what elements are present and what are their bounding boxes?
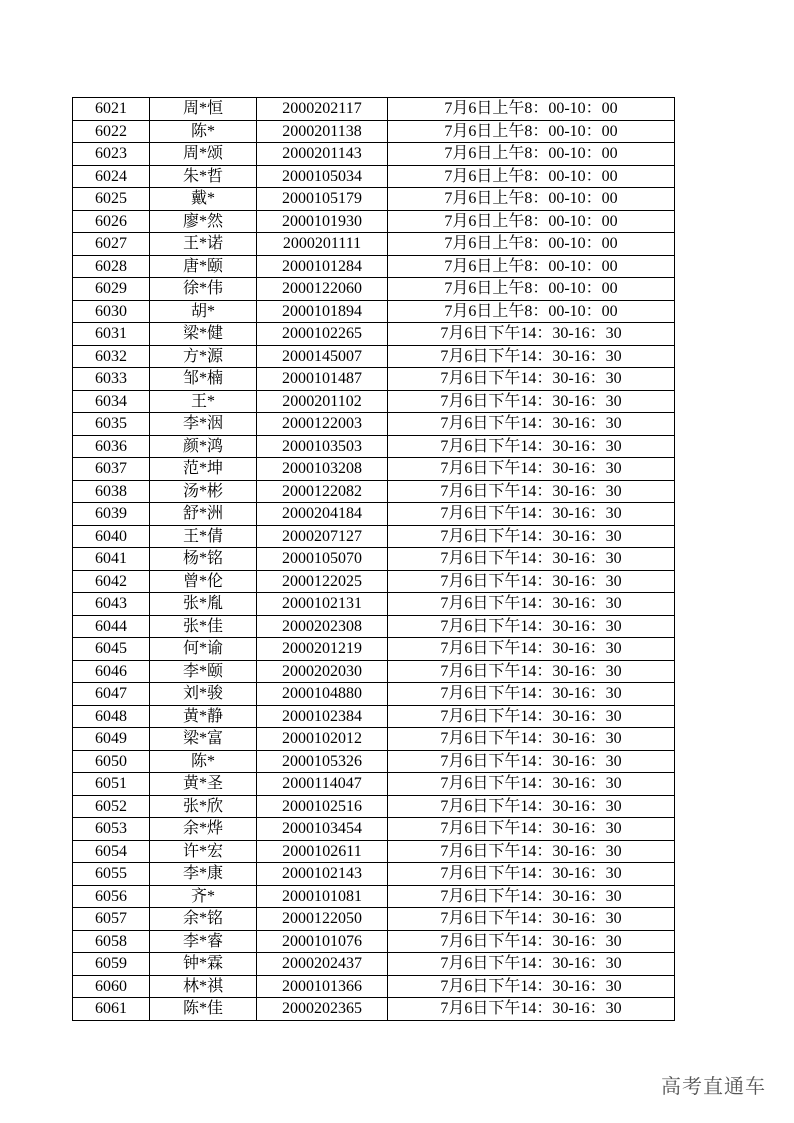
name-cell: 余*铭 xyxy=(150,908,257,931)
student-number-cell: 2000102611 xyxy=(257,840,388,863)
row-id-cell: 6032 xyxy=(73,345,150,368)
table-row xyxy=(73,233,675,256)
exam-time-cell: 7月6日下午14：30-16：30 xyxy=(388,840,675,863)
name-cell: 廖*然 xyxy=(150,210,257,233)
name-cell: 李*颐 xyxy=(150,660,257,683)
row-id-cell: 6048 xyxy=(73,705,150,728)
table-row xyxy=(73,165,675,188)
exam-time-cell: 7月6日下午14：30-16：30 xyxy=(388,525,675,548)
row-id-cell: 6059 xyxy=(73,953,150,976)
name-cell: 王*诺 xyxy=(150,233,257,256)
row-id-cell: 6021 xyxy=(73,98,150,121)
table-row xyxy=(73,660,675,683)
row-id-cell: 6058 xyxy=(73,930,150,953)
row-id-cell: 6042 xyxy=(73,570,150,593)
name-cell: 舒*洲 xyxy=(150,503,257,526)
row-id-cell: 6023 xyxy=(73,143,150,166)
row-id-cell: 6051 xyxy=(73,773,150,796)
student-number-cell: 2000122082 xyxy=(257,480,388,503)
name-cell: 李*洇 xyxy=(150,413,257,436)
table-row xyxy=(73,930,675,953)
exam-time-cell: 7月6日下午14：30-16：30 xyxy=(388,818,675,841)
student-number-cell: 2000103208 xyxy=(257,458,388,481)
student-number-cell: 2000101081 xyxy=(257,885,388,908)
name-cell: 黄*圣 xyxy=(150,773,257,796)
row-id-cell: 6045 xyxy=(73,638,150,661)
student-number-cell: 2000201143 xyxy=(257,143,388,166)
name-cell: 何*谕 xyxy=(150,638,257,661)
name-cell: 陈* xyxy=(150,750,257,773)
row-id-cell: 6052 xyxy=(73,795,150,818)
table-row xyxy=(73,480,675,503)
exam-time-cell: 7月6日下午14：30-16：30 xyxy=(388,548,675,571)
exam-time-cell: 7月6日下午14：30-16：30 xyxy=(388,503,675,526)
exam-time-cell: 7月6日下午14：30-16：30 xyxy=(388,728,675,751)
student-number-cell: 2000101487 xyxy=(257,368,388,391)
table-row xyxy=(73,413,675,436)
student-number-cell: 2000102131 xyxy=(257,593,388,616)
exam-time-cell: 7月6日下午14：30-16：30 xyxy=(388,773,675,796)
table-row xyxy=(73,323,675,346)
row-id-cell: 6040 xyxy=(73,525,150,548)
student-number-cell: 2000122003 xyxy=(257,413,388,436)
name-cell: 刘*骏 xyxy=(150,683,257,706)
name-cell: 周*恒 xyxy=(150,98,257,121)
exam-time-cell: 7月6日下午14：30-16：30 xyxy=(388,908,675,931)
student-number-cell: 2000103503 xyxy=(257,435,388,458)
row-id-cell: 6024 xyxy=(73,165,150,188)
name-cell: 周*颂 xyxy=(150,143,257,166)
name-cell: 张*胤 xyxy=(150,593,257,616)
name-cell: 戴* xyxy=(150,188,257,211)
table-row xyxy=(73,638,675,661)
exam-time-cell: 7月6日下午14：30-16：30 xyxy=(388,683,675,706)
row-id-cell: 6033 xyxy=(73,368,150,391)
row-id-cell: 6057 xyxy=(73,908,150,931)
exam-time-cell: 7月6日上午8：00-10：00 xyxy=(388,188,675,211)
table-row xyxy=(73,885,675,908)
student-number-cell: 2000201102 xyxy=(257,390,388,413)
name-cell: 王* xyxy=(150,390,257,413)
exam-time-cell: 7月6日下午14：30-16：30 xyxy=(388,480,675,503)
student-number-cell: 2000122060 xyxy=(257,278,388,301)
name-cell: 范*坤 xyxy=(150,458,257,481)
name-cell: 余*烨 xyxy=(150,818,257,841)
name-cell: 梁*富 xyxy=(150,728,257,751)
student-number-cell: 2000145007 xyxy=(257,345,388,368)
student-number-cell: 2000201111 xyxy=(257,233,388,256)
student-number-cell: 2000202030 xyxy=(257,660,388,683)
table-row xyxy=(73,503,675,526)
exam-time-cell: 7月6日下午14：30-16：30 xyxy=(388,930,675,953)
name-cell: 林*祺 xyxy=(150,975,257,998)
table-row xyxy=(73,593,675,616)
exam-time-cell: 7月6日下午14：30-16：30 xyxy=(388,570,675,593)
student-number-cell: 2000105179 xyxy=(257,188,388,211)
exam-time-cell: 7月6日下午14：30-16：30 xyxy=(388,345,675,368)
exam-time-cell: 7月6日下午14：30-16：30 xyxy=(388,593,675,616)
student-number-cell: 2000202117 xyxy=(257,98,388,121)
table-row xyxy=(73,525,675,548)
row-id-cell: 6061 xyxy=(73,998,150,1021)
table-row xyxy=(73,188,675,211)
table-row xyxy=(73,705,675,728)
row-id-cell: 6054 xyxy=(73,840,150,863)
row-id-cell: 6044 xyxy=(73,615,150,638)
row-id-cell: 6027 xyxy=(73,233,150,256)
table-row xyxy=(73,615,675,638)
exam-time-cell: 7月6日下午14：30-16：30 xyxy=(388,638,675,661)
exam-time-cell: 7月6日下午14：30-16：30 xyxy=(388,323,675,346)
name-cell: 钟*霖 xyxy=(150,953,257,976)
watermark-text: 高考直通车 xyxy=(661,1074,766,1098)
name-cell: 曾*伦 xyxy=(150,570,257,593)
exam-time-cell: 7月6日上午8：00-10：00 xyxy=(388,255,675,278)
student-number-cell: 2000101930 xyxy=(257,210,388,233)
table-row xyxy=(73,390,675,413)
exam-time-cell: 7月6日上午8：00-10：00 xyxy=(388,278,675,301)
row-id-cell: 6037 xyxy=(73,458,150,481)
name-cell: 汤*彬 xyxy=(150,480,257,503)
student-number-cell: 2000102265 xyxy=(257,323,388,346)
table-row xyxy=(73,255,675,278)
table-row xyxy=(73,840,675,863)
exam-time-cell: 7月6日下午14：30-16：30 xyxy=(388,750,675,773)
student-number-cell: 2000104880 xyxy=(257,683,388,706)
row-id-cell: 6043 xyxy=(73,593,150,616)
exam-time-cell: 7月6日上午8：00-10：00 xyxy=(388,98,675,121)
row-id-cell: 6050 xyxy=(73,750,150,773)
row-id-cell: 6041 xyxy=(73,548,150,571)
table-row xyxy=(73,750,675,773)
student-number-cell: 2000105070 xyxy=(257,548,388,571)
exam-time-cell: 7月6日下午14：30-16：30 xyxy=(388,795,675,818)
row-id-cell: 6026 xyxy=(73,210,150,233)
name-cell: 胡* xyxy=(150,300,257,323)
name-cell: 王*倩 xyxy=(150,525,257,548)
table-row xyxy=(73,975,675,998)
table-row xyxy=(73,345,675,368)
name-cell: 陈*佳 xyxy=(150,998,257,1021)
name-cell: 李*康 xyxy=(150,863,257,886)
exam-time-cell: 7月6日上午8：00-10：00 xyxy=(388,300,675,323)
student-number-cell: 2000201219 xyxy=(257,638,388,661)
name-cell: 许*宏 xyxy=(150,840,257,863)
exam-time-cell: 7月6日下午14：30-16：30 xyxy=(388,885,675,908)
row-id-cell: 6035 xyxy=(73,413,150,436)
row-id-cell: 6036 xyxy=(73,435,150,458)
exam-time-cell: 7月6日下午14：30-16：30 xyxy=(388,975,675,998)
student-number-cell: 2000105326 xyxy=(257,750,388,773)
row-id-cell: 6038 xyxy=(73,480,150,503)
table-row xyxy=(73,683,675,706)
exam-time-cell: 7月6日下午14：30-16：30 xyxy=(388,368,675,391)
exam-time-cell: 7月6日上午8：00-10：00 xyxy=(388,165,675,188)
row-id-cell: 6039 xyxy=(73,503,150,526)
name-cell: 张*欣 xyxy=(150,795,257,818)
name-cell: 梁*健 xyxy=(150,323,257,346)
name-cell: 陈* xyxy=(150,120,257,143)
row-id-cell: 6028 xyxy=(73,255,150,278)
student-number-cell: 2000202308 xyxy=(257,615,388,638)
table-row xyxy=(73,210,675,233)
student-number-cell: 2000102516 xyxy=(257,795,388,818)
table-row xyxy=(73,773,675,796)
student-number-cell: 2000102012 xyxy=(257,728,388,751)
student-number-cell: 2000102384 xyxy=(257,705,388,728)
exam-time-cell: 7月6日上午8：00-10：00 xyxy=(388,143,675,166)
exam-time-cell: 7月6日上午8：00-10：00 xyxy=(388,210,675,233)
student-number-cell: 2000103454 xyxy=(257,818,388,841)
student-number-cell: 2000101366 xyxy=(257,975,388,998)
row-id-cell: 6053 xyxy=(73,818,150,841)
table-row xyxy=(73,278,675,301)
student-number-cell: 2000202437 xyxy=(257,953,388,976)
row-id-cell: 6025 xyxy=(73,188,150,211)
exam-time-cell: 7月6日下午14：30-16：30 xyxy=(388,390,675,413)
student-number-cell: 2000201138 xyxy=(257,120,388,143)
table-row xyxy=(73,435,675,458)
student-number-cell: 2000122050 xyxy=(257,908,388,931)
row-id-cell: 6056 xyxy=(73,885,150,908)
name-cell: 杨*铭 xyxy=(150,548,257,571)
name-cell: 邹*楠 xyxy=(150,368,257,391)
row-id-cell: 6047 xyxy=(73,683,150,706)
row-id-cell: 6022 xyxy=(73,120,150,143)
exam-time-cell: 7月6日上午8：00-10：00 xyxy=(388,120,675,143)
table-row xyxy=(73,300,675,323)
name-cell: 张*佳 xyxy=(150,615,257,638)
exam-time-cell: 7月6日下午14：30-16：30 xyxy=(388,435,675,458)
student-number-cell: 2000105034 xyxy=(257,165,388,188)
exam-time-cell: 7月6日下午14：30-16：30 xyxy=(388,953,675,976)
exam-time-cell: 7月6日上午8：00-10：00 xyxy=(388,233,675,256)
row-id-cell: 6031 xyxy=(73,323,150,346)
name-cell: 唐*颐 xyxy=(150,255,257,278)
name-cell: 李*睿 xyxy=(150,930,257,953)
table-row xyxy=(73,458,675,481)
row-id-cell: 6029 xyxy=(73,278,150,301)
row-id-cell: 6055 xyxy=(73,863,150,886)
exam-time-cell: 7月6日下午14：30-16：30 xyxy=(388,863,675,886)
table-row xyxy=(73,728,675,751)
table-row xyxy=(73,570,675,593)
student-number-cell: 2000122025 xyxy=(257,570,388,593)
student-number-cell: 2000101894 xyxy=(257,300,388,323)
table-row xyxy=(73,863,675,886)
student-number-cell: 2000207127 xyxy=(257,525,388,548)
exam-time-cell: 7月6日下午14：30-16：30 xyxy=(388,660,675,683)
student-number-cell: 2000114047 xyxy=(257,773,388,796)
student-number-cell: 2000202365 xyxy=(257,998,388,1021)
name-cell: 朱*哲 xyxy=(150,165,257,188)
exam-time-cell: 7月6日下午14：30-16：30 xyxy=(388,615,675,638)
table-row xyxy=(73,98,675,121)
table-row xyxy=(73,795,675,818)
name-cell: 齐* xyxy=(150,885,257,908)
table-row xyxy=(73,953,675,976)
table-row xyxy=(73,998,675,1021)
exam-time-cell: 7月6日下午14：30-16：30 xyxy=(388,458,675,481)
exam-time-cell: 7月6日下午14：30-16：30 xyxy=(388,998,675,1021)
table-row xyxy=(73,120,675,143)
row-id-cell: 6046 xyxy=(73,660,150,683)
row-id-cell: 6034 xyxy=(73,390,150,413)
row-id-cell: 6049 xyxy=(73,728,150,751)
row-id-cell: 6060 xyxy=(73,975,150,998)
table-row xyxy=(73,908,675,931)
name-cell: 方*源 xyxy=(150,345,257,368)
table-row xyxy=(73,548,675,571)
schedule-table-body xyxy=(73,98,675,1021)
name-cell: 徐*伟 xyxy=(150,278,257,301)
student-number-cell: 2000204184 xyxy=(257,503,388,526)
table-row xyxy=(73,143,675,166)
row-id-cell: 6030 xyxy=(73,300,150,323)
table-row xyxy=(73,368,675,391)
student-number-cell: 2000101284 xyxy=(257,255,388,278)
name-cell: 颜*鸿 xyxy=(150,435,257,458)
student-number-cell: 2000101076 xyxy=(257,930,388,953)
schedule-table xyxy=(72,97,675,1021)
name-cell: 黄*静 xyxy=(150,705,257,728)
student-number-cell: 2000102143 xyxy=(257,863,388,886)
table-row xyxy=(73,818,675,841)
exam-time-cell: 7月6日下午14：30-16：30 xyxy=(388,705,675,728)
exam-time-cell: 7月6日下午14：30-16：30 xyxy=(388,413,675,436)
